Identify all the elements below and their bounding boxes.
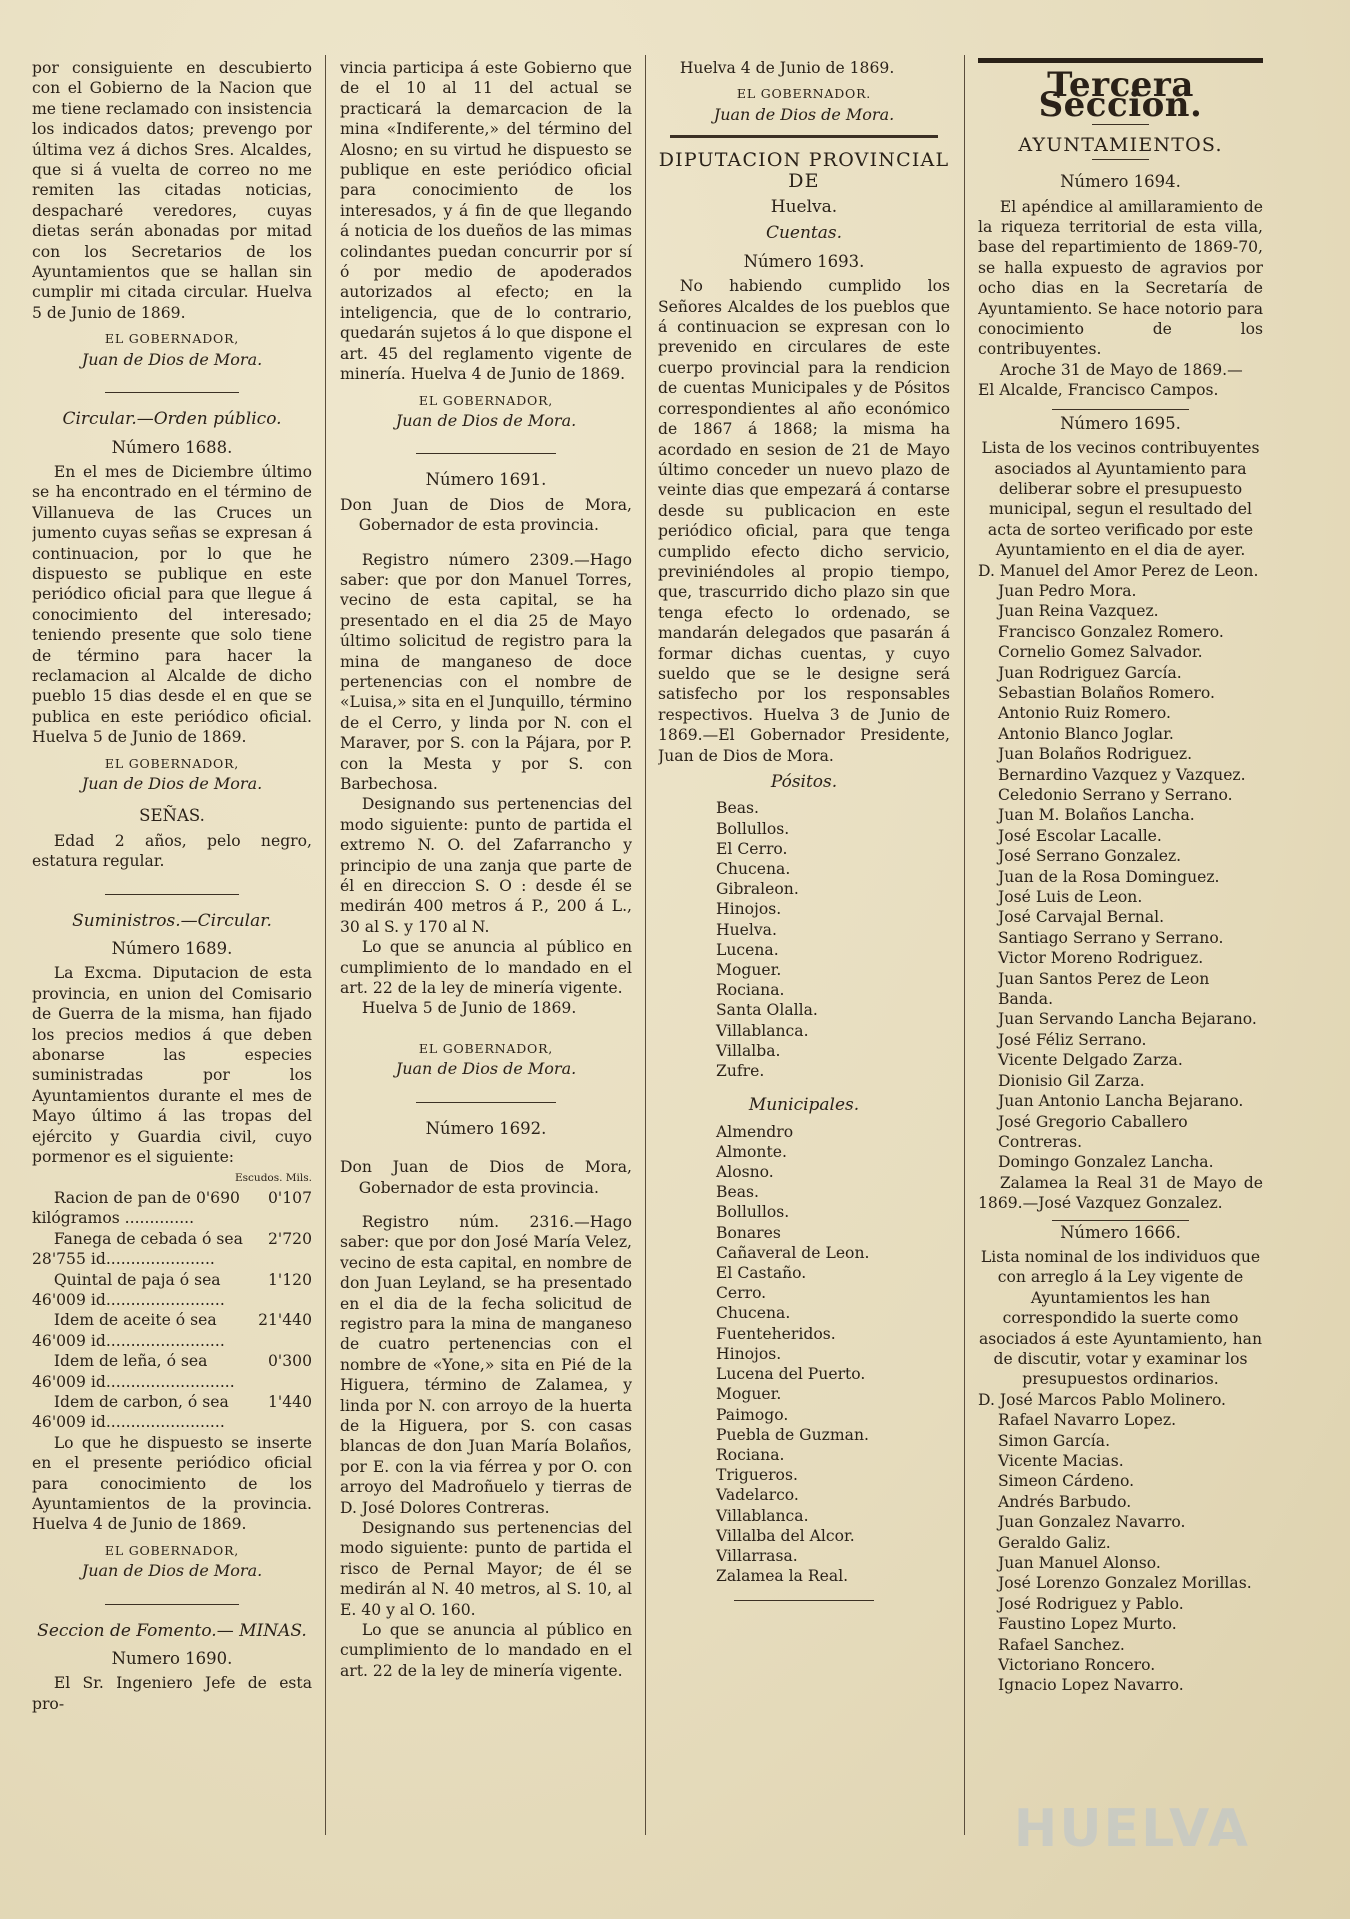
list-item: Francisco Gonzalez Romero.	[998, 622, 1224, 641]
notice-body: Designando sus pertenencias del modo siguiente: punto de partida el extremo N. O. del Zafarrancho y principio de una zanja que parte de él en direccion S. O : desde él se medirán 400 metros á P., 200 á L., 30 al S. y 170 al N.	[340, 795, 632, 936]
price-table	[32, 1188, 312, 1433]
divider	[416, 1102, 556, 1103]
list-item: D. Manuel del Amor Perez de Leon.	[978, 561, 1259, 580]
column-rule	[964, 55, 965, 1835]
list-item: José Gregorio Caballero Contreras.	[998, 1112, 1188, 1151]
table-row	[32, 1188, 312, 1229]
municipales-list	[658, 1122, 950, 1587]
list-item: Rociana.	[716, 981, 785, 1000]
list-item: Juan Rodriguez García.	[998, 663, 1182, 682]
divider	[105, 894, 239, 895]
list-item: Cerro.	[716, 1284, 767, 1303]
list-item: Villablanca.	[716, 1506, 809, 1525]
list-item: Lucena.	[716, 940, 779, 959]
notice-body: Aroche 31 de Mayo de 1869.—	[999, 360, 1243, 379]
section-subtitle: AYUNTAMIENTOS.	[1018, 133, 1223, 156]
list-item: Rafael Sanchez.	[998, 1635, 1125, 1654]
names-list	[978, 561, 1263, 1173]
list-item: Rociana.	[716, 1445, 785, 1464]
notice-body: Lo que he dispuesto se inserte en el presente periódico oficial para conocimiento de los Ayuntamientos de la provincia. Huelva 4 de Junio de 1869.	[32, 1433, 312, 1534]
list-item: Juan Reina Vazquez.	[998, 602, 1159, 621]
notice-heading: Don Juan de Dios de Mora, Gobernador de esta provincia.	[340, 495, 632, 535]
notice-body: El apéndice al amillaramiento de la riqueza territorial de esta villa, base del repartimiento de 1869-70, se halla expuesto de agravios por ocho dias en la Secretaría de Ayuntamiento. Se hace notorio para conocimiento de los contribuyentes.	[978, 197, 1263, 359]
notice-number: Número 1689.	[111, 939, 233, 959]
table-row	[32, 1310, 312, 1351]
list-item: Gibraleon.	[716, 880, 799, 899]
divider	[105, 392, 239, 393]
list-item: Trigueros.	[716, 1466, 798, 1485]
list-item: Beas.	[716, 1183, 759, 1202]
divider	[1052, 1220, 1189, 1221]
table-row-value: 0'107	[268, 1188, 312, 1207]
list-item: Villalba.	[716, 1041, 781, 1060]
notice-heading: Don Juan de Dios de Mora, Gobernador de esta provincia.	[340, 1158, 632, 1197]
section-heading-2: Huelva.	[770, 197, 838, 218]
continued-text: por consiguiente en descubierto con el Gobierno de la Nacion que me tiene reclamado con insistencia los indicados datos; prevengo por última vez á dichos Sres. Alcaldes, que si á vuelta de correo no me remiten las citadas noticias, despacharé veredores, cuyas dietas serán abonadas por mitad con los Secretarios de los Ayuntamientos que se hallan sin cumplir mi citada circular. Huelva 5 de Junio de 1869.	[32, 59, 312, 322]
table-row	[32, 1270, 312, 1311]
list-item: Juan Gonzalez Navarro.	[998, 1513, 1186, 1532]
list-item: Rafael Navarro Lopez.	[998, 1411, 1177, 1430]
senas-body: Edad 2 años, pelo negro, estatura regular.	[32, 831, 312, 871]
list-item: Juan Pedro Mora.	[998, 581, 1137, 600]
notice-number: Numero 1690.	[111, 1649, 233, 1669]
signature-title: EL GOBERNADOR,	[418, 1040, 554, 1056]
column-rule	[645, 55, 646, 1835]
notice-date: Huelva 4 de Junio de 1869.	[679, 59, 895, 77]
section-heading: Seccion de Fomento.— MINAS.	[37, 1620, 307, 1641]
divider	[734, 1600, 874, 1601]
list-item: Villarrasa.	[716, 1546, 798, 1565]
signature-title: EL GOBERNADOR,	[418, 392, 554, 408]
list-item: Juan Bolaños Rodriguez.	[998, 745, 1193, 764]
notice-number: Número 1691.	[425, 470, 547, 490]
list-item: Almonte.	[716, 1142, 787, 1161]
table-row	[32, 1392, 312, 1433]
archive-watermark: HUELVA	[1013, 1799, 1250, 1859]
notice-body: Lo que se anuncia al público en cumplimiento de lo mandado en el art. 22 de la ley de minería vigente.	[340, 938, 632, 998]
table-row-label: Racion de pan de 0'690 kilógramos ..............	[32, 1188, 240, 1228]
signature-name: Juan de Dios de Mora.	[81, 1561, 263, 1581]
list-item: Vicente Macias.	[998, 1452, 1124, 1470]
table-row-label: Quintal de paja ó sea 46'009 id........................	[32, 1270, 225, 1309]
signature-name: Juan de Dios de Mora.	[395, 410, 577, 430]
list-item: Sebastian Bolaños Romero.	[998, 683, 1215, 702]
divider	[1092, 159, 1149, 160]
divider	[1052, 409, 1189, 410]
names-list	[978, 1390, 1263, 1696]
notice-number: Número 1692.	[425, 1118, 547, 1138]
section-heading: DIPUTACION PROVINCIAL DE	[658, 149, 950, 192]
list-item: Santa Olalla.	[716, 1001, 818, 1020]
signature-title: EL GOBERNADOR,	[104, 331, 240, 347]
list-item: Chucena.	[716, 1304, 791, 1323]
signature-title: EL GOBERNADOR,	[104, 755, 240, 771]
list-item: Juan Santos Perez de Leon Banda.	[998, 969, 1210, 1009]
list-item: Domingo Gonzalez Lancha.	[998, 1153, 1214, 1172]
divider	[416, 453, 556, 454]
signature-title: EL GOBERNADOR.	[736, 86, 872, 102]
list-item: José Escolar Lacalle.	[998, 826, 1162, 845]
list-item: José Carvajal Bernal.	[998, 908, 1165, 927]
notice-date: Huelva 5 de Junio de 1869.	[361, 999, 577, 1018]
notice-body: Designando sus pertenencias del modo siguiente: punto de partida el risco de Pernal Mayor; de él se medirán al N. 40 metros, al S. 10, al E. 40 y al O. 160.	[340, 1519, 632, 1619]
notice-body: Lo que se anuncia al público en cumplimiento de lo mandado en el art. 22 de la ley de minería vigente.	[340, 1621, 632, 1680]
list-item: Moguer.	[716, 1385, 782, 1404]
list-item: Alosno.	[716, 1163, 774, 1182]
list-item: Almendro	[716, 1122, 794, 1141]
notice-heading: Lista de los vecinos contribuyentes asociados al Ayuntamiento para deliberar sobre el presupuesto municipal, segun el resultado del acta de sorteo verificado por este Ayuntamiento en el dia de ayer.	[981, 439, 1260, 560]
list-item: Huelva.	[716, 920, 777, 939]
list-item: Andrés Barbudo.	[998, 1492, 1132, 1511]
list-item: Moguer.	[716, 961, 782, 980]
list-item: Bernardino Vazquez y Vazquez.	[998, 765, 1246, 784]
column-4	[978, 58, 1263, 1838]
notice-body: Zalamea la Real 31 de Mayo de 1869.—José Vazquez Gonzalez.	[978, 1173, 1263, 1213]
list-item: Bollullos.	[716, 819, 790, 838]
notice-number: Número 1688.	[111, 437, 233, 457]
notice-number: Número 1666.	[1060, 1222, 1181, 1242]
list-item: El Castaño.	[716, 1264, 807, 1283]
table-row-label: Idem de aceite ó sea 46'009 id........................	[32, 1311, 225, 1350]
list-item: Victor Moreno Rodriguez.	[998, 949, 1204, 968]
list-item: Cornelio Gomez Salvador.	[998, 643, 1203, 662]
column-1	[32, 58, 312, 1838]
signature-name: Juan de Dios de Mora.	[395, 1059, 577, 1079]
list-item: Vadelarco.	[716, 1486, 799, 1505]
list-item: Zalamea la Real.	[716, 1567, 849, 1586]
list-item: Simon García.	[998, 1431, 1111, 1450]
list-item: José Féliz Serrano.	[998, 1030, 1147, 1049]
list-item: Zufre.	[716, 1062, 765, 1081]
divider	[670, 135, 939, 138]
notice-number: Número 1695.	[1060, 413, 1181, 433]
signature-name: Juan de Dios de Mora.	[81, 774, 263, 793]
list-item: José Lorenzo Gonzalez Morillas.	[998, 1574, 1252, 1593]
notice-body: Registro número 2309.—Hago saber: que por don Manuel Torres, vecino de esta capital, se ha presentado en el dia 25 de Mayo último solicitud de registro para la mina de manganeso de doce pertenencias con el nombre de «Luisa,» sita en el Junquillo, término de el Cerro, y linda por N. con el Maraver, por S. con la Pájara, por P. con la Mesta y por S. con Barbechosa.	[340, 550, 632, 793]
notice-body: No habiendo cumplido los Señores Alcaldes de los pueblos que á continuacion se expresan con lo prevenido en circulares de este cuerpo provincial para la rendicion de cuentas Municipales y de Pósitos correspondientes al año económico de 1867 á 1868; la misma ha acordado en sesion de 21 de Mayo último conceder un nuevo plazo de veinte dias que empezará á contarse desde su publicacion en este periódico oficial, para que tenga cumplido efecto dicho servicio, previniéndoles al propio tiempo, que, trascurrido dicho plazo sin que tenga efecto lo ordenado, se mandarán delegados que pasarán á formar dichas cuentas, y cuyo sueldo que se le designe será satisfecho por los responsables respectivos. Huelva 3 de Junio de 1869.—El Gobernador Presidente, Juan de Dios de Mora.	[658, 277, 950, 765]
list-item: Paimogo.	[716, 1405, 789, 1424]
list-item: Villalba del Alcor.	[716, 1526, 855, 1545]
list-item: Bonares	[716, 1223, 781, 1242]
sub-heading: Cuentas.	[765, 223, 843, 244]
notice-body: El Sr. Ingeniero Jefe de esta pro-	[32, 1674, 312, 1713]
list-item: Bollullos.	[716, 1203, 790, 1222]
senas-title: SEÑAS.	[139, 806, 205, 826]
list-item: Hinojos.	[716, 1344, 782, 1363]
section-heading: Suministros.—Circular.	[72, 910, 272, 931]
table-row-value: 21'440	[258, 1311, 312, 1330]
table-header: Escudos. Mils.	[235, 1171, 312, 1184]
notice-heading: Lista nominal de los individuos que con arreglo á la Ley vigente de Ayuntamientos les han correspondido la suerte como asociados á este Ayuntamiento, han de discutir, votar y examinar los presupuestos ordinarios.	[978, 1247, 1263, 1389]
column-2	[340, 58, 632, 1838]
list-item: José Serrano Gonzalez.	[998, 847, 1182, 866]
list-item: Juan M. Bolaños Lancha.	[998, 806, 1195, 825]
list-heading: Pósitos.	[770, 772, 838, 792]
continued-text: vincia participa á este Gobierno que de el 10 al 11 del actual se practicará la demarcacion de la mina «Indiferente,» del término del Alosno; en su virtud he dispuesto se publique en este periódico oficial para conocimiento de los interesados, y á fin de que llegando á noticia de los dueños de las mimas colindantes puedan concurrir por sí ó por medio de apoderados autorizados al efecto; en la inteligencia, que de lo contrario, quedarán sujetos á lo que dispone el art. 45 del reglamento vigente de minería. Huelva 4 de Junio de 1869.	[340, 59, 632, 384]
list-item: Vicente Delgado Zarza.	[998, 1051, 1183, 1070]
list-item: Lucena del Puerto.	[716, 1365, 866, 1384]
table-row-value: 0'300	[268, 1352, 312, 1371]
list-item: Antonio Ruiz Romero.	[998, 704, 1171, 723]
table-row	[32, 1229, 312, 1270]
list-item: Santiago Serrano y Serrano.	[998, 928, 1224, 947]
top-rule	[978, 58, 1263, 63]
divider	[105, 1604, 239, 1605]
list-item: Faustino Lopez Murto.	[998, 1615, 1177, 1634]
table-row-label: Idem de carbon, ó sea 46'009 id........................	[32, 1392, 229, 1432]
list-heading: Municipales.	[748, 1095, 860, 1116]
table-row-value: 1'120	[268, 1270, 312, 1289]
notice-body: En el mes de Diciembre último se ha encontrado en el término de Villanueva de las Cruces un jumento cuyas señas se expresan á continuacion, por lo que he dispuesto se publique en este periódico oficial para que llegue á conocimiento del interesado; teniendo presente que solo tiene de término para hacer la reclamacion al Alcalde de dicho pueblo 15 dias desde el en que se publica en este periódico oficial. Huelva 5 de Junio de 1869.	[32, 462, 312, 747]
table-row-value: 1'440	[268, 1392, 312, 1411]
table-row-label: Fanega de cebada ó sea 28'755 id......................	[32, 1229, 243, 1269]
list-item: Beas.	[716, 799, 759, 818]
signature-name: Juan de Dios de Mora.	[81, 349, 263, 369]
section-title: Tercera Seccion.	[1038, 65, 1203, 126]
list-item: José Luis de Leon.	[998, 888, 1143, 907]
notice-body: La Excma. Diputacion de esta provincia, en union del Comisario de Guerra de la misma, han fijado los precios medios á que deben abonarse las especies suministradas por los Ayuntamientos durante el mes de Mayo último á las tropas del ejército y Guardia civil, cuyo pormenor es el siguiente:	[32, 964, 312, 1167]
list-item: Victoriano Roncero.	[998, 1656, 1156, 1675]
list-item: Dionisio Gil Zarza.	[998, 1071, 1145, 1090]
notice-number: Número 1694.	[1060, 172, 1181, 192]
notice-signature: El Alcalde, Francisco Campos.	[978, 381, 1219, 400]
table-row-value: 2'720	[268, 1229, 312, 1248]
list-item: Ignacio Lopez Navarro.	[998, 1676, 1184, 1695]
list-item: Hinojos.	[716, 900, 782, 919]
table-row	[32, 1351, 312, 1392]
column-3	[658, 58, 950, 1838]
column-rule	[325, 55, 326, 1835]
table-row-label: Idem de leña, ó sea 46'009 id..........................	[32, 1352, 235, 1391]
list-item: El Cerro.	[716, 839, 788, 858]
list-item: Fuenteheridos.	[716, 1324, 836, 1343]
list-item: Cañaveral de Leon.	[716, 1243, 870, 1262]
list-item: Simeon Cárdeno.	[998, 1472, 1135, 1491]
list-item: D. José Marcos Pablo Molinero.	[978, 1390, 1227, 1409]
list-item: Geraldo Galiz.	[998, 1533, 1111, 1552]
list-item: Villablanca.	[716, 1021, 809, 1040]
list-item: Chucena.	[716, 860, 791, 879]
list-item: Juan Servando Lancha Bejarano.	[998, 1010, 1257, 1029]
list-item: Juan Antonio Lancha Bejarano.	[998, 1092, 1244, 1111]
signature-title: EL GOBERNADOR,	[104, 1542, 240, 1558]
section-heading: Circular.—Orden público.	[62, 409, 282, 430]
list-item: Antonio Blanco Joglar.	[998, 724, 1174, 743]
notice-body: Registro núm. 2316.—Hago saber: que por don José María Velez, vecino de esta capital, en nombre de don Juan Leyland, se ha presentado en el dia de la fecha solicitud de registro para la mina de manganeso de cuatro pertenencias con el nombre de «Yone,» sita en Pié de la Higuera, término de Zalamea, y linda por N. con arroyo de la huerta de la Higuera, por S. con casas blancas de don Juan María Bolaños, por E. con la via férrea y por O. con arroyo del Madroñuelo y tierras de D. José Dolores Contreras.	[340, 1212, 632, 1517]
list-item: Juan Manuel Alonso.	[998, 1554, 1161, 1573]
list-item: Puebla de Guzman.	[716, 1425, 869, 1444]
notice-number: Número 1693.	[743, 251, 865, 271]
positos-list	[658, 798, 950, 1081]
list-item: Juan de la Rosa Dominguez.	[998, 867, 1220, 886]
list-item: José Rodriguez y Pablo.	[998, 1594, 1184, 1613]
signature-name: Juan de Dios de Mora.	[713, 104, 895, 124]
list-item: Celedonio Serrano y Serrano.	[998, 786, 1233, 804]
